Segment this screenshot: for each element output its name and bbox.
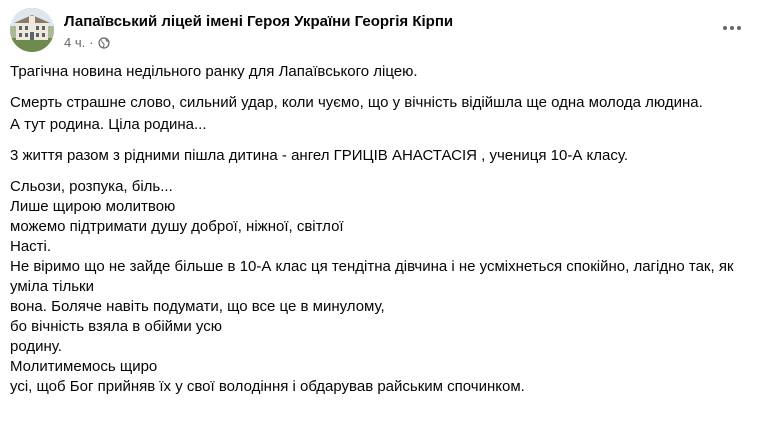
text-line: Насті. xyxy=(10,238,52,255)
more-dots-icon xyxy=(722,25,742,31)
text-line: Молитимемось щиро xyxy=(10,358,158,375)
paragraph-4 xyxy=(10,146,742,166)
meta-separator: · xyxy=(89,35,94,50)
post-time-link[interactable]: 4 ч. xyxy=(64,35,86,50)
text-line: вона. Боляче навіть подумати, що все це в минулому, xyxy=(10,298,385,315)
text-line: Трагічна новина недільного ранку для Лапаївського ліцею. xyxy=(10,63,418,80)
text-line: можемо підтримати душу доброї, ніжної, світлої xyxy=(10,218,344,235)
post-body xyxy=(10,62,742,408)
text-line: Лише щирою молитвою xyxy=(10,198,176,215)
text-line: 3 життя разом з рідними пішла дитина - ангел ГРИЦІВ АНАСТАСІЯ , учениця 10-А класу. xyxy=(10,147,629,164)
paragraph-5 xyxy=(10,177,742,397)
text-line: Смерть страшне слово, сильний удар, коли чуємо, що у вічність відійшла ще одна молода людина. xyxy=(10,94,703,111)
post-meta xyxy=(64,35,110,50)
text-line: А тут родина. Ціла родина... xyxy=(10,116,207,133)
text-line: родину. xyxy=(10,338,62,355)
post-options-button[interactable] xyxy=(716,12,748,44)
school-building-avatar-icon xyxy=(10,8,54,52)
paragraph-1 xyxy=(10,62,742,82)
globe-icon[interactable] xyxy=(98,37,110,49)
text-line: усі, щоб Бог прийняв їх у свої володіння і обдарував райським спочинком. xyxy=(10,378,525,395)
paragraph-3 xyxy=(10,115,742,135)
text-line: бо вічність взяла в обійми усю xyxy=(10,318,222,335)
text-line: Не віримо що не зайде більше в 10-А клас ця тендітна дівчина і не усміхнеться спокійно, лагідно так, як уміла тільки xyxy=(10,258,734,295)
page-name-link[interactable]: Лапаївський ліцей імені Героя України Георгія Кірпи xyxy=(64,13,454,30)
page-avatar[interactable] xyxy=(10,8,54,52)
post-header xyxy=(10,8,748,56)
paragraph-2 xyxy=(10,93,742,113)
text-line: Сльози, розпука, біль... xyxy=(10,178,173,195)
